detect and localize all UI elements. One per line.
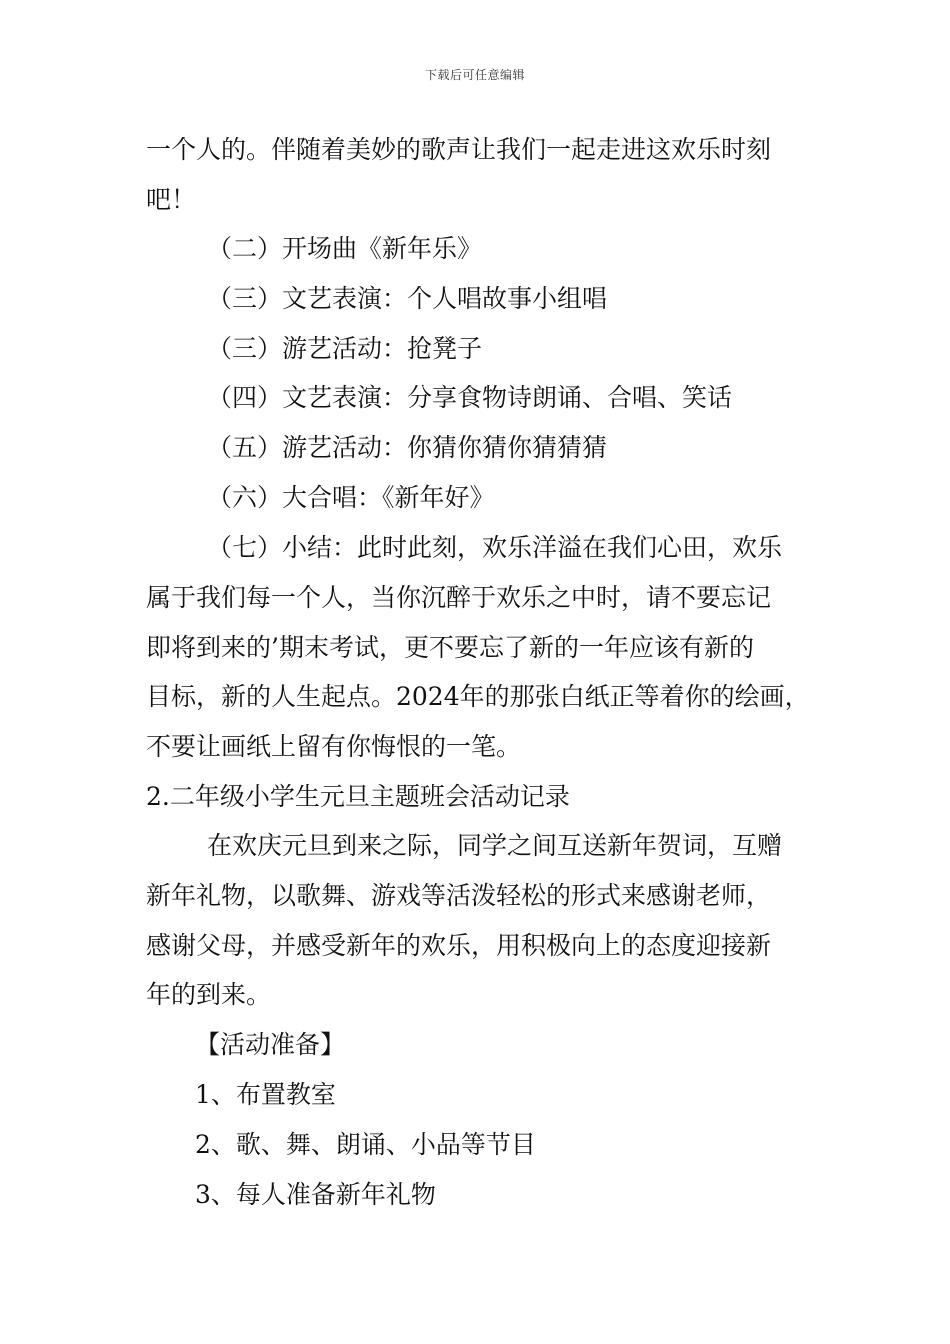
list-item: 2、歌、舞、朗诵、小品等节目: [195, 1130, 536, 1159]
program-item: （四）文艺表演：分享食物诗朗诵、合唱、笑话: [207, 383, 733, 412]
program-item: （二）开场曲《新年乐》: [207, 234, 483, 263]
page-header: 下载后可任意编辑: [424, 68, 525, 82]
paragraph-line: 目标，新的人生起点。2024年的那张白纸正等着你的绘画，: [146, 682, 810, 711]
paragraph-line: 吧！: [146, 185, 197, 214]
list-item: 1、布置教室: [195, 1080, 336, 1109]
program-item: （五）游艺活动：你猜你猜你猜猜猜: [207, 433, 608, 462]
paragraph-line: 在欢庆元旦到来之际，同学之间互送新年贺词，互赠: [207, 831, 783, 860]
paragraph-line: 新年礼物，以歌舞、游戏等活泼轻松的形式来感谢老师，: [146, 881, 772, 910]
program-item: （七）小结：此时此刻，欢乐洋溢在我们心田，欢乐: [207, 533, 783, 562]
program-item: （三）文艺表演：个人唱故事小组唱: [207, 284, 608, 313]
paragraph-line: 不要让画纸上留有你悔恨的一笔。: [146, 732, 522, 761]
list-item: 3、每人准备新年礼物: [195, 1180, 436, 1209]
program-item: （六）大合唱：《新年好》: [207, 483, 495, 512]
paragraph-line: 感谢父母，并感受新年的欢乐，用积极向上的态度迎接新: [146, 931, 772, 960]
program-item: （三）游艺活动：抢凳子: [207, 334, 483, 363]
paragraph-line: 属于我们每一个人，当你沉醉于欢乐之中时，请不要忘记: [146, 583, 772, 612]
paragraph-line: 即将到来的’期末考试，更不要忘了新的一年应该有新的: [146, 633, 754, 662]
subsection-heading: 【活动准备】: [195, 1030, 346, 1059]
paragraph-line: 一个人的。伴随着美妙的歌声让我们一起走进这欢乐时刻: [146, 135, 772, 164]
paragraph-line: 年的到来。: [146, 980, 272, 1009]
section-heading: 2.二年级小学生元旦主题班会活动记录: [146, 782, 570, 811]
